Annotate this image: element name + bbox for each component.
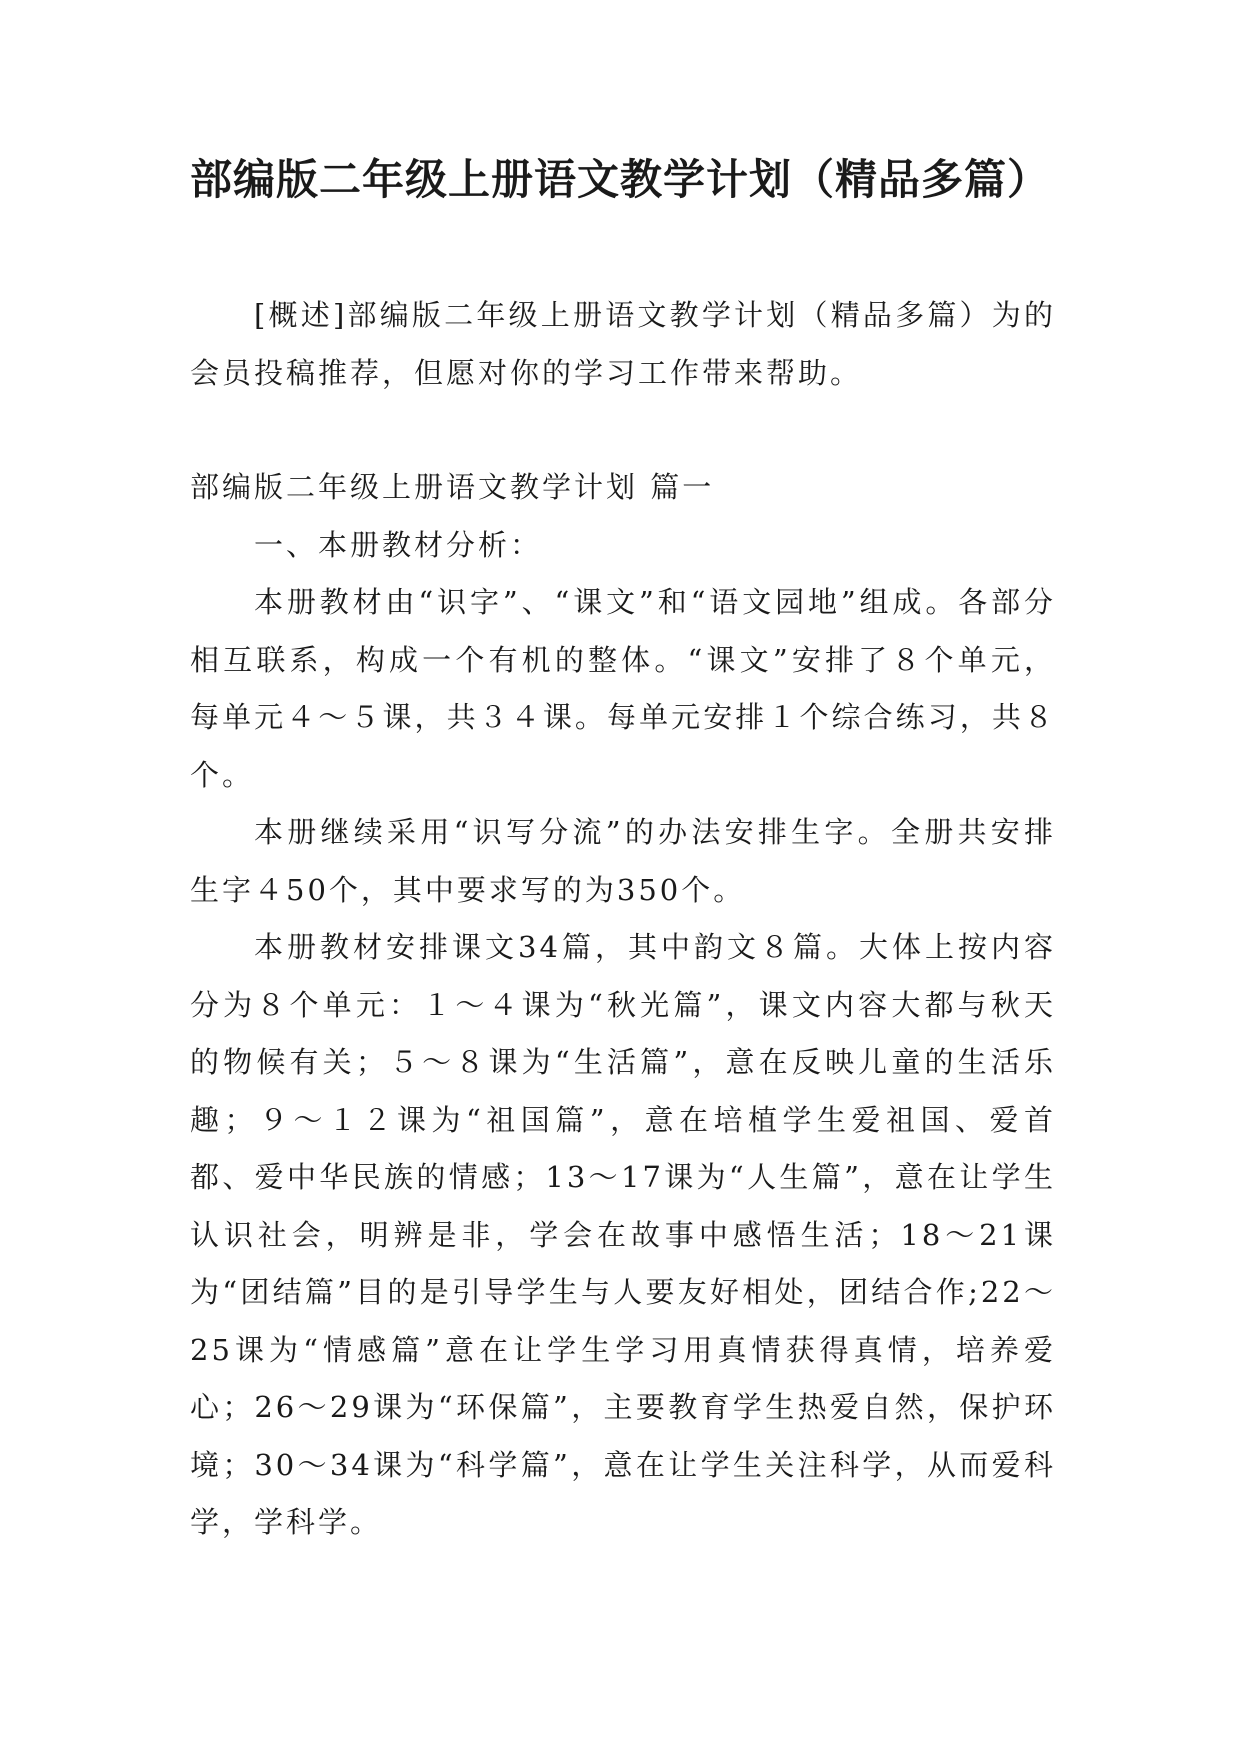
document-title: 部编版二年级上册语文教学计划（精品多篇） (189, 155, 1050, 204)
section-heading: 部编版二年级上册语文教学计划 篇一 (190, 470, 715, 504)
paragraph: 本册教材安排课文34篇，其中韵文８篇。大体上按内容分为８个单元：１～４课为“秋光篇”，课文内容大都与秋天的物候有关；５～８课为“生活篇”，意在反映儿童的生活乐趣；９～１２课为“祖国篇”，意在培植学生爱祖国、爱首都、爱中华民族的情感；13～17课为“人生篇”，意在让学生认识社会，明辨是非，学会在故事中感悟生活；18～21课为“团结篇”目的是引导学生与人要友好相处，团结合作;22～25课为“情感篇”意在让学生学习用真情获得真情，培养爱心；26～29课为“环保篇”，主要教育学生热爱自然，保护环境；30～34课为“科学篇”，意在让学生关注科学，从而爱科学，学科学。 (190, 930, 1056, 1539)
paragraph: 本册继续采用“识写分流”的办法安排生字。全册共安排生字４50个，其中要求写的为350个。 (190, 815, 1056, 907)
subheading: 一、本册教材分析： (254, 527, 543, 562)
summary-paragraph: [概述]部编版二年级上册语文教学计划（精品多篇）为的会员投稿推荐，但愿对你的学习工作带来帮助。 (190, 298, 1056, 390)
document-body (190, 287, 1056, 1552)
paragraph: 本册教材由“识字”、“课文”和“语文园地”组成。各部分相互联系，构成一个有机的整体。“课文”安排了８个单元，每单元４～５课，共３４课。每单元安排１个综合练习，共８个。 (190, 585, 1056, 792)
